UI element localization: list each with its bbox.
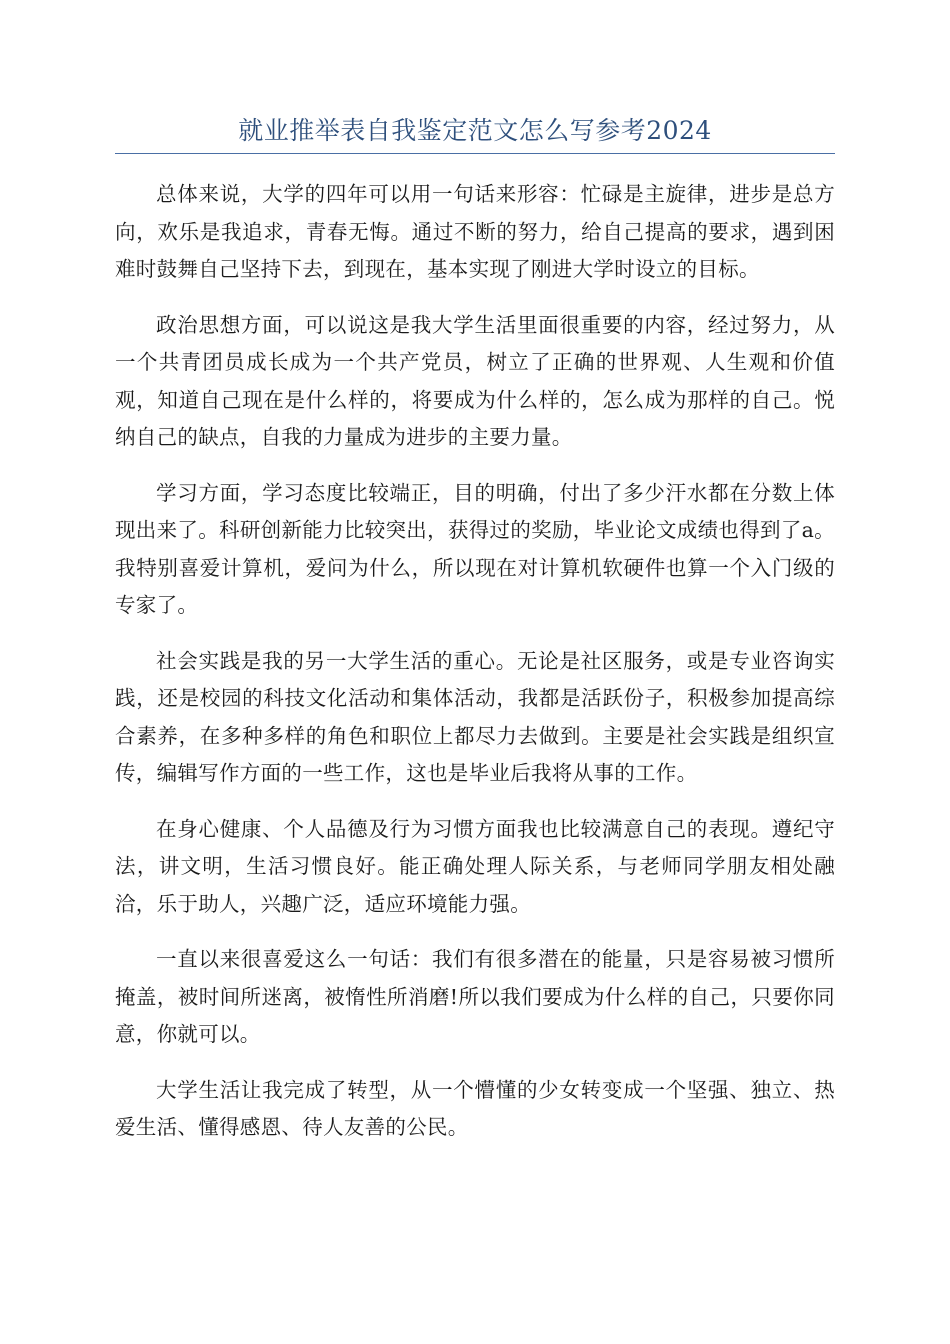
paragraph-motto: 一直以来很喜爱这么一句话：我们有很多潜在的能量，只是容易被习惯所掩盖，被时间所迷离，被惰性所消磨!所以我们要成为什么样的自己，只要你同意，你就可以。	[115, 947, 835, 1046]
paragraph-social-practice: 社会实践是我的另一大学生活的重心。无论是社区服务，或是专业咨询实践，还是校园的科技文化活动和集体活动，我都是活跃份子，积极参加提高综合素养，在多种多样的角色和职位上都尽力去做到。主要是社会实践是组织宣传，编辑写作方面的一些工作，这也是毕业后我将从事的工作。	[115, 648, 835, 785]
document-body	[115, 176, 835, 1165]
paragraph-conclusion: 大学生活让我完成了转型，从一个懵懂的少女转变成一个坚强、独立、热爱生活、懂得感恩、待人友善的公民。	[115, 1077, 835, 1139]
paragraph-health-character: 在身心健康、个人品德及行为习惯方面我也比较满意自己的表现。遵纪守法，讲文明，生活习惯良好。能正确处理人际关系，与老师同学朋友相处融洽，乐于助人，兴趣广泛，适应环境能力强。	[115, 816, 835, 916]
paragraph-summary: 总体来说，大学的四年可以用一句话来形容：忙碌是主旋律，进步是总方向，欢乐是我追求，青春无悔。通过不断的努力，给自己提高的要求，遇到困难时鼓舞自己坚持下去，到现在，基本实现了刚进大学时设立的目标。	[115, 182, 835, 281]
document-title: 就业推举表自我鉴定范文怎么写参考2024	[238, 116, 712, 145]
paragraph-study: 学习方面，学习态度比较端正，目的明确，付出了多少汗水都在分数上体现出来了。科研创新能力比较突出，获得过的奖励，毕业论文成绩也得到了a。我特别喜爱计算机，爱问为什么，所以现在对计算机软硬件也算一个入门级的专家了。	[115, 480, 835, 617]
paragraph-political-thought: 政治思想方面，可以说这是我大学生活里面很重要的内容，经过努力，从一个共青团员成长成为一个共产党员，树立了正确的世界观、人生观和价值观，知道自己现在是什么样的，将要成为什么样的，怎么成为那样的自己。悦纳自己的缺点，自我的力量成为进步的主要力量。	[115, 312, 835, 449]
title-underline	[115, 153, 835, 154]
